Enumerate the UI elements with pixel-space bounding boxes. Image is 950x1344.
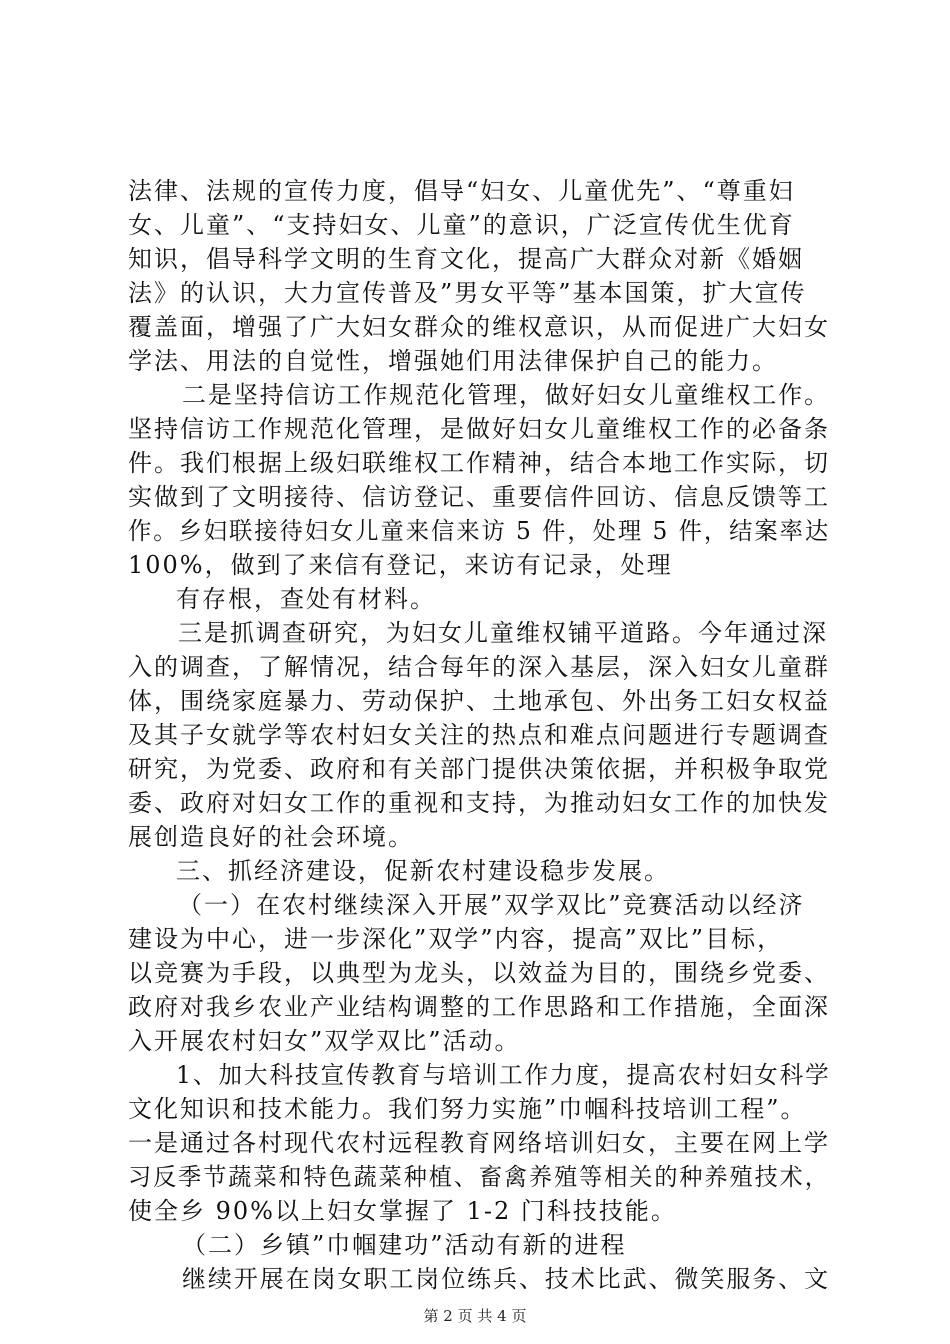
- text-line: 继续开展在岗女职工岗位练兵、技术比武、微笑服务、文: [182, 1265, 831, 1293]
- text-line: 展创造良好的社会环境。: [128, 823, 414, 851]
- subsection-heading: （一）在农村继续深入开展”双学双比”竞赛活动以经济: [178, 891, 805, 919]
- paragraph-heading: 1、加大科技宣传教育与培训工作力度，提高农村妇女科学: [176, 1061, 831, 1089]
- text-line: 一是通过各村现代农村远程教育网络培训妇女，主要在网上学: [128, 1129, 830, 1157]
- text-line: 委、政府对妇女工作的重视和支持，为推动妇女工作的加快发: [128, 789, 830, 817]
- text-line: 100%，做到了来信有登记，来访有记录，处理: [128, 551, 673, 579]
- text-line: 知识，倡导科学文明的生育文化，提高广大群众对新《婚姻: [128, 245, 804, 273]
- text-line: 学法、用法的自觉性，增强她们用法律保护自己的能力。: [128, 347, 778, 375]
- text-line: 以竞赛为手段，以典型为龙头，以效益为目的，围绕乡党委、: [128, 959, 830, 987]
- subsection-heading: （二）乡镇”巾帼建功”活动有新的进程: [182, 1231, 627, 1259]
- text-line: 研究，为党委、政府和有关部门提供决策依据，并积极争取党: [128, 755, 830, 783]
- text-line: 入开展农村妇女”双学双比”活动。: [128, 1027, 521, 1055]
- text-line: 习反季节蔬菜和特色蔬菜种植、畜禽养殖等相关的种养殖技术，: [128, 1163, 830, 1191]
- text-line: 入的调查，了解情况，结合每年的深入基层，深入妇女儿童群: [128, 653, 830, 681]
- text-line: 件。我们根据上级妇联维权工作精神，结合本地工作实际，切: [128, 449, 830, 477]
- paragraph-heading: 二是坚持信访工作规范化管理，做好妇女儿童维权工作。: [182, 381, 831, 409]
- text-line: 坚持信访工作规范化管理，是做好妇女儿童维权工作的必备条: [128, 415, 830, 443]
- text-line: 建设为中心，进一步深化”双学”内容，提高”双比”目标，: [128, 925, 784, 953]
- text-line: 法律、法规的宣传力度，倡导“妇女、儿童优先”、“尊重妇: [128, 177, 795, 205]
- text-line: 覆盖面，增强了广大妇女群众的维权意识，从而促进广大妇女: [128, 313, 830, 341]
- text-line: 体，围绕家庭暴力、劳动保护、土地承包、外出务工妇女权益: [128, 687, 830, 715]
- text-line: 政府对我乡农业产业结构调整的工作思路和工作措施，全面深: [128, 993, 830, 1021]
- text-line: 及其子女就学等农村妇女关注的热点和难点问题进行专题调查: [128, 721, 830, 749]
- text-line: 文化知识和技术能力。我们努力实施”巾帼科技培训工程”。: [128, 1095, 807, 1123]
- section-heading: 三、抓经济建设，促新农村建设稳步发展。: [176, 857, 670, 885]
- paragraph-heading: 三是抓调查研究，为妇女儿童维权铺平道路。今年通过深: [178, 619, 828, 647]
- text-line: 作。乡妇联接待妇女儿童来信来访 5 件，处理 5 件，结案率达: [128, 517, 831, 545]
- text-line: 女、儿童”、“支持妇女、儿童”的意识，广泛宣传优生优育: [128, 211, 795, 239]
- page-footer: 第 2 页 共 4 页: [423, 1307, 527, 1325]
- text-line: 使全乡 90%以上妇女掌握了 1-2 门科技技能。: [128, 1197, 677, 1225]
- text-line: 实做到了文明接待、信访登记、重要信件回访、信息反馈等工: [128, 483, 830, 511]
- text-line: 法》的认识，大力宣传普及”男女平等”基本国策，扩大宣传: [128, 279, 807, 307]
- text-line: 有存根，查处有材料。: [176, 585, 436, 613]
